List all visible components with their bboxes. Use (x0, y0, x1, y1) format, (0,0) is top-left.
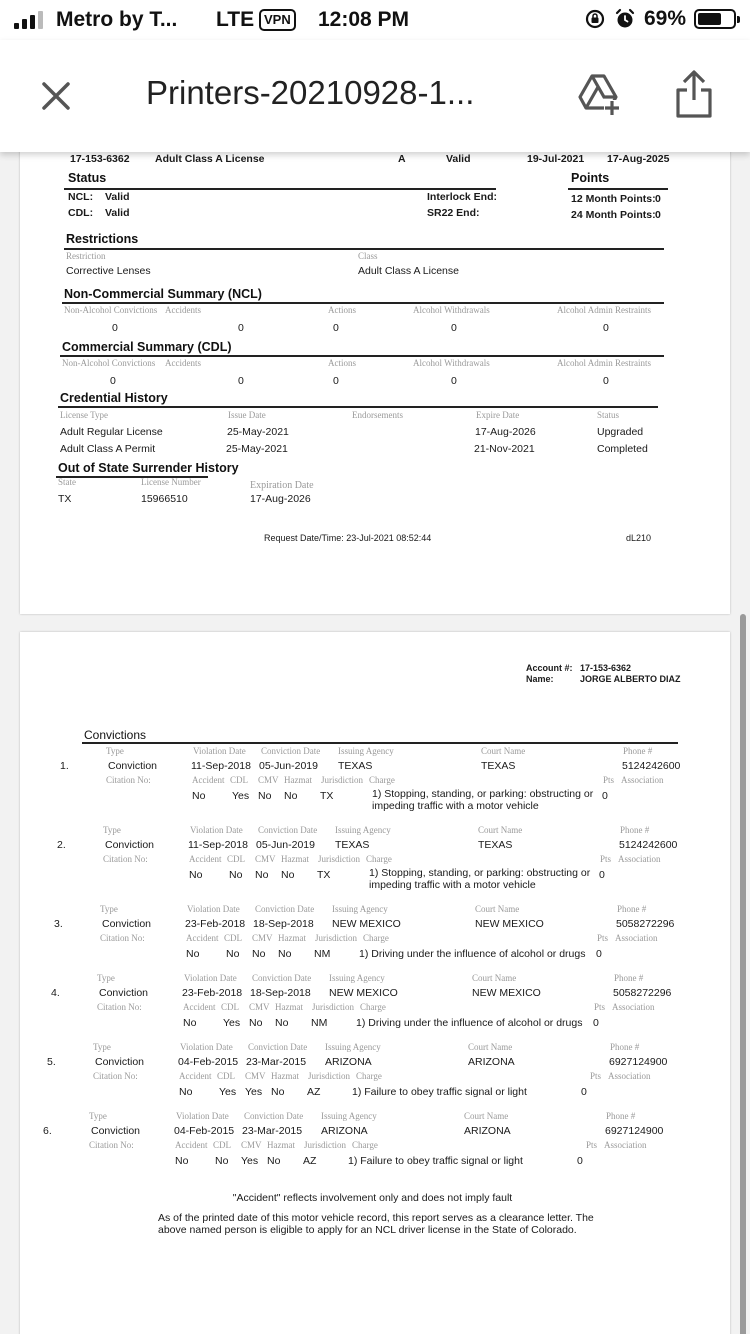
sr22-end: SR22 End: (427, 207, 480, 219)
citation-label: Citation No: (97, 1002, 142, 1012)
court-phone: 6927124900 (605, 1125, 664, 1137)
charge-label: Charge (366, 854, 392, 864)
ncl-label: NCL: (68, 191, 94, 203)
cred-col-issue-date: Issue Date (228, 410, 266, 420)
hazmat-label: Hazmat (284, 775, 312, 785)
hazmat-label: Hazmat (267, 1140, 295, 1150)
conviction-type-label: Type (106, 746, 124, 756)
cred-row-1-status: Upgraded (597, 426, 644, 438)
jurisdiction-label: Jurisdiction (312, 1002, 354, 1012)
violation-date: 23-Feb-2018 (185, 918, 246, 930)
cdl-summary-heading: Commercial Summary (CDL) (62, 340, 232, 354)
jurisdiction-value: NM (314, 948, 331, 960)
app-toolbar (0, 40, 750, 152)
share-button[interactable] (672, 68, 716, 120)
violation-date-label: Violation Date (176, 1111, 229, 1121)
rotation-lock-icon (584, 8, 606, 30)
cdl_summary-value-3: 0 (451, 375, 457, 387)
points-heading: Points (571, 171, 610, 185)
pdf-page-2 (20, 632, 730, 1334)
cred-col-expire-date: Expire Date (476, 410, 520, 420)
restriction-class-value: Adult Class A License (358, 265, 459, 277)
phone-label: Phone # (606, 1111, 636, 1121)
out-of-state-heading: Out of State Surrender History (58, 461, 239, 475)
clock: 12:08 PM (318, 8, 410, 31)
add-to-drive-button[interactable] (574, 70, 622, 118)
conviction-date: 05-Jun-2019 (256, 839, 315, 851)
conviction-type-label: Type (93, 1042, 111, 1052)
conviction-date-label: Conviction Date (261, 746, 321, 756)
points-value: 0 (577, 1155, 583, 1167)
ncl_summary-value-4: 0 (603, 322, 609, 334)
conviction-number: 2. (57, 839, 66, 851)
phone-label: Phone # (610, 1042, 640, 1052)
class-col-header: Class (358, 251, 378, 261)
jurisdiction-label: Jurisdiction (321, 775, 363, 785)
cmv-value: No (252, 948, 266, 960)
conviction-type: Conviction (99, 987, 149, 999)
court-name-label: Court Name (472, 973, 517, 983)
violation-date-label: Violation Date (193, 746, 246, 756)
court-phone: 5124242600 (619, 839, 678, 851)
violation-date: 23-Feb-2018 (182, 987, 243, 999)
violation-date-label: Violation Date (190, 825, 243, 835)
conviction-type-label: Type (100, 904, 118, 914)
cmv-label: CMV (241, 1140, 262, 1150)
ncl_summary-header-3: Alcohol Withdrawals (413, 305, 490, 315)
issuing-agency: ARIZONA (321, 1125, 368, 1137)
cred-row-1-issue: 25-May-2021 (227, 426, 289, 438)
cdl_summary-value-1: 0 (238, 375, 244, 387)
points-value: 0 (602, 790, 608, 802)
license-expire-date: 17-Aug-2025 (607, 153, 670, 165)
hazmat-value: No (275, 1017, 289, 1029)
cdl_summary-header-0: Non-Alcohol Convictions (62, 358, 156, 368)
report-code: dL210 (626, 533, 652, 543)
pts-label: Pts (586, 1140, 598, 1150)
close-icon (36, 76, 76, 116)
cdl-value: Yes (223, 1017, 241, 1029)
ncl_summary-value-2: 0 (333, 322, 339, 334)
pts-label: Pts (597, 933, 609, 943)
charge-value: 1) Stopping, standing, or parking: obstructing or impeding traffic with a motor vehicle (369, 867, 591, 891)
network-type: LTE (216, 8, 255, 31)
court-name-label: Court Name (464, 1111, 509, 1121)
cdl-value: Valid (105, 207, 130, 219)
carrier-name: Metro by T... (56, 8, 178, 31)
vpn-badge: VPN (259, 9, 296, 31)
accident-label: Accident (192, 775, 225, 785)
association-label: Association (608, 1071, 651, 1081)
issuing-agency-label: Issuing Agency (325, 1042, 381, 1052)
cmv-value: No (249, 1017, 263, 1029)
charge-label: Charge (369, 775, 395, 785)
charge-label: Charge (352, 1140, 378, 1150)
court-name: ARIZONA (468, 1056, 515, 1068)
cdl_summary-header-3: Alcohol Withdrawals (413, 358, 490, 368)
oos-col-license-number: License Number (141, 477, 201, 487)
court-name: ARIZONA (464, 1125, 511, 1137)
charge-value: 1) Failure to obey traffic signal or light (352, 1086, 527, 1098)
cdl_summary-value-0: 0 (110, 375, 116, 387)
conviction-number: 1. (60, 760, 69, 772)
issuing-agency-label: Issuing Agency (332, 904, 388, 914)
pts-label: Pts (594, 1002, 606, 1012)
conviction-number: 4. (51, 987, 60, 999)
issuing-agency: ARIZONA (325, 1056, 372, 1068)
cmv-label: CMV (255, 854, 276, 864)
conviction-date-label: Conviction Date (244, 1111, 304, 1121)
conviction-date: 18-Sep-2018 (250, 987, 311, 999)
violation-date-label: Violation Date (180, 1042, 233, 1052)
conviction-date-label: Conviction Date (248, 1042, 308, 1052)
court-name-label: Court Name (478, 825, 523, 835)
court-name: TEXAS (481, 760, 516, 772)
charge-value: 1) Driving under the influence of alcohol or drugs (356, 1017, 583, 1029)
status-heading: Status (68, 171, 107, 185)
conviction-type: Conviction (91, 1125, 141, 1137)
accident-value: No (192, 790, 206, 802)
court-phone: 5058272296 (616, 918, 675, 930)
violation-date-label: Violation Date (184, 973, 237, 983)
issuing-agency-label: Issuing Agency (335, 825, 391, 835)
jurisdiction-label: Jurisdiction (315, 933, 357, 943)
accident-value: No (186, 948, 200, 960)
battery-icon (694, 9, 736, 29)
restriction-value: Corrective Lenses (66, 265, 151, 277)
close-button[interactable] (36, 76, 76, 116)
cred-row-1-type: Adult Regular License (60, 426, 163, 438)
share-icon (672, 68, 716, 120)
citation-label: Citation No: (89, 1140, 134, 1150)
jurisdiction-value: NM (311, 1017, 328, 1029)
hazmat-value: No (267, 1155, 281, 1167)
cmv-label: CMV (258, 775, 279, 785)
cred-row-2-type: Adult Class A Permit (60, 443, 156, 455)
license-type: Adult Class A License (155, 153, 265, 165)
accident-value: No (183, 1017, 197, 1029)
phone-label: Phone # (617, 904, 647, 914)
conviction-type-label: Type (103, 825, 121, 835)
charge-value: 1) Stopping, standing, or parking: obstructing or impeding traffic with a motor vehicle (372, 788, 594, 812)
cmv-label: CMV (252, 933, 273, 943)
conviction-number: 3. (54, 918, 63, 930)
oos-license-number: 15966510 (141, 493, 188, 505)
court-name: TEXAS (478, 839, 513, 851)
hazmat-label: Hazmat (281, 854, 309, 864)
court-name: NEW MEXICO (472, 987, 541, 999)
court-name-label: Court Name (468, 1042, 513, 1052)
jurisdiction-label: Jurisdiction (318, 854, 360, 864)
hazmat-label: Hazmat (278, 933, 306, 943)
hazmat-label: Hazmat (271, 1071, 299, 1081)
pts-label: Pts (600, 854, 612, 864)
issuing-agency: TEXAS (335, 839, 370, 851)
jurisdiction-value: AZ (303, 1155, 317, 1167)
violation-date: 11-Sep-2018 (188, 839, 248, 851)
conviction-type-label: Type (89, 1111, 107, 1121)
phone-label: Phone # (614, 973, 644, 983)
conviction-date: 18-Sep-2018 (253, 918, 314, 930)
association-label: Association (615, 933, 658, 943)
cdl_summary-header-2: Actions (328, 358, 356, 368)
account-label: Account #: (526, 663, 573, 673)
conviction-date-label: Conviction Date (258, 825, 318, 835)
court-phone: 6927124900 (609, 1056, 668, 1068)
scrollbar[interactable] (740, 614, 746, 1334)
oos-col-expiration: Expiration Date (250, 480, 314, 491)
convictions-heading: Convictions (84, 728, 147, 742)
points-12-month-value: 0 (655, 193, 661, 205)
jurisdiction-label: Jurisdiction (308, 1071, 350, 1081)
ncl_summary-header-0: Non-Alcohol Convictions (64, 305, 158, 315)
conviction-type: Conviction (108, 760, 158, 772)
restrictions-heading: Restrictions (66, 232, 139, 246)
court-name-label: Court Name (475, 904, 520, 914)
ncl-value: Valid (105, 191, 130, 203)
cmv-value: Yes (245, 1086, 263, 1098)
accident-label: Accident (186, 933, 219, 943)
cred-row-1-expire: 17-Aug-2026 (475, 426, 536, 438)
points-24-month: 24 Month Points: (571, 209, 656, 221)
accident-value: No (175, 1155, 189, 1167)
license-class: A (398, 153, 406, 165)
points-24-month-value: 0 (655, 209, 661, 221)
restriction-col-header: Restriction (66, 251, 106, 261)
association-label: Association (604, 1140, 647, 1150)
alarm-icon (614, 8, 636, 30)
charge-label: Charge (360, 1002, 386, 1012)
conviction-date: 23-Mar-2015 (242, 1125, 303, 1137)
points-12-month: 12 Month Points: (571, 193, 656, 205)
cdl-label: CDL (224, 933, 242, 943)
cdl-value: Yes (232, 790, 250, 802)
accident-label: Accident (189, 854, 222, 864)
accident-label: Accident (183, 1002, 216, 1012)
phone-label: Phone # (620, 825, 650, 835)
account-number: 17-153-6362 (580, 663, 632, 673)
cmv-value: No (258, 790, 272, 802)
interlock-end: Interlock End: (427, 191, 498, 203)
hazmat-value: No (271, 1086, 285, 1098)
citation-label: Citation No: (103, 854, 148, 864)
conviction-date-label: Conviction Date (255, 904, 315, 914)
status-bar (0, 0, 750, 40)
cdl-label: CDL (217, 1071, 235, 1081)
points-value: 0 (581, 1086, 587, 1098)
ncl_summary-header-1: Accidents (165, 305, 201, 315)
cred-col-status: Status (597, 410, 620, 420)
issuing-agency-label: Issuing Agency (329, 973, 385, 983)
pts-label: Pts (590, 1071, 602, 1081)
violation-date: 04-Feb-2015 (174, 1125, 235, 1137)
cdl-value: No (226, 948, 240, 960)
ncl_summary-value-3: 0 (451, 322, 457, 334)
conviction-date: 23-Mar-2015 (246, 1056, 307, 1068)
cdl_summary-header-4: Alcohol Admin Restraints (557, 358, 651, 368)
clearance-note: As of the printed date of this motor vehicle record, this report serves as a clearance letter. The above named person is eligible to apply for an NCL driver license in the State of Colorado. (158, 1212, 594, 1236)
conviction-type: Conviction (95, 1056, 145, 1068)
charge-value: 1) Driving under the influence of alcohol or drugs (359, 948, 586, 960)
conviction-number: 5. (47, 1056, 56, 1068)
jurisdiction-value: TX (320, 790, 334, 802)
ncl_summary-header-2: Actions (328, 305, 356, 315)
signal-strength-icon (14, 11, 43, 29)
document-viewer[interactable] (0, 152, 750, 1334)
conviction-type: Conviction (102, 918, 152, 930)
cdl-label: CDL (221, 1002, 239, 1012)
citation-label: Citation No: (93, 1071, 138, 1081)
person-name: JORGE ALBERTO DIAZ (580, 674, 681, 684)
ncl_summary-header-4: Alcohol Admin Restraints (557, 305, 651, 315)
oos-state: TX (58, 493, 72, 505)
cdl-label: CDL: (68, 207, 94, 219)
hazmat-label: Hazmat (275, 1002, 303, 1012)
jurisdiction-value: TX (317, 869, 331, 881)
court-name: NEW MEXICO (475, 918, 544, 930)
cred-row-2-issue: 25-May-2021 (226, 443, 288, 455)
association-label: Association (612, 1002, 655, 1012)
court-name-label: Court Name (481, 746, 526, 756)
cdl_summary-value-4: 0 (603, 375, 609, 387)
cdl-value: Yes (219, 1086, 237, 1098)
cmv-value: No (255, 869, 269, 881)
license-account: 17-153-6362 (70, 153, 130, 165)
license-issue-date: 19-Jul-2021 (527, 153, 585, 165)
document-title: Printers-20210928-1... (146, 74, 475, 111)
conviction-type-label: Type (97, 973, 115, 983)
hazmat-value: No (278, 948, 292, 960)
court-phone: 5058272296 (613, 987, 672, 999)
cmv-label: CMV (245, 1071, 266, 1081)
court-phone: 5124242600 (622, 760, 681, 772)
cdl_summary-header-1: Accidents (165, 358, 201, 368)
association-label: Association (621, 775, 664, 785)
conviction-date: 05-Jun-2019 (259, 760, 318, 772)
cred-col-license-type: License Type (60, 410, 108, 420)
pdf-page-1 (20, 152, 730, 614)
pts-label: Pts (603, 775, 615, 785)
charge-label: Charge (356, 1071, 382, 1081)
cred-row-2-expire: 21-Nov-2021 (474, 443, 535, 455)
oos-col-state: State (58, 477, 76, 487)
association-label: Association (618, 854, 661, 864)
charge-value: 1) Failure to obey traffic signal or light (348, 1155, 523, 1167)
cmv-value: Yes (241, 1155, 259, 1167)
accident-label: Accident (175, 1140, 208, 1150)
violation-date-label: Violation Date (187, 904, 240, 914)
add-to-drive-icon (574, 70, 622, 118)
cmv-label: CMV (249, 1002, 270, 1012)
citation-label: Citation No: (100, 933, 145, 943)
violation-date: 04-Feb-2015 (178, 1056, 239, 1068)
cred-row-2-status: Completed (597, 443, 648, 455)
cdl-value: No (215, 1155, 229, 1167)
hazmat-value: No (281, 869, 295, 881)
oos-expiration: 17-Aug-2026 (250, 493, 311, 505)
cdl-value: No (229, 869, 243, 881)
conviction-type: Conviction (105, 839, 155, 851)
battery-percent: 69% (643, 7, 686, 30)
cdl-label: CDL (227, 854, 245, 864)
license-status: Valid (446, 153, 471, 165)
issuing-agency: TEXAS (338, 760, 373, 772)
cdl-label: CDL (213, 1140, 231, 1150)
name-label: Name: (526, 674, 554, 684)
citation-label: Citation No: (106, 775, 151, 785)
ncl_summary-value-1: 0 (238, 322, 244, 334)
cdl-label: CDL (230, 775, 248, 785)
hazmat-value: No (284, 790, 298, 802)
violation-date: 11-Sep-2018 (191, 760, 251, 772)
credential-history-heading: Credential History (60, 391, 168, 405)
issuing-agency: NEW MEXICO (329, 987, 398, 999)
accident-value: No (179, 1086, 193, 1098)
ncl_summary-value-0: 0 (112, 322, 118, 334)
ncl-summary-heading: Non-Commercial Summary (NCL) (64, 287, 262, 301)
cdl_summary-value-2: 0 (333, 375, 339, 387)
conviction-number: 6. (43, 1125, 52, 1137)
points-value: 0 (599, 869, 605, 881)
points-value: 0 (593, 1017, 599, 1029)
points-value: 0 (596, 948, 602, 960)
request-datetime: Request Date/Time: 23-Jul-2021 08:52:44 (264, 533, 432, 543)
phone-label: Phone # (623, 746, 653, 756)
accident-label: Accident (179, 1071, 212, 1081)
jurisdiction-value: AZ (307, 1086, 321, 1098)
jurisdiction-label: Jurisdiction (304, 1140, 346, 1150)
conviction-date-label: Conviction Date (252, 973, 312, 983)
accident-note: "Accident" reflects involvement only and does not imply fault (232, 1192, 513, 1204)
issuing-agency-label: Issuing Agency (338, 746, 394, 756)
issuing-agency-label: Issuing Agency (321, 1111, 377, 1121)
cred-col-endorsements: Endorsements (352, 410, 403, 420)
charge-label: Charge (363, 933, 389, 943)
accident-value: No (189, 869, 203, 881)
issuing-agency: NEW MEXICO (332, 918, 401, 930)
